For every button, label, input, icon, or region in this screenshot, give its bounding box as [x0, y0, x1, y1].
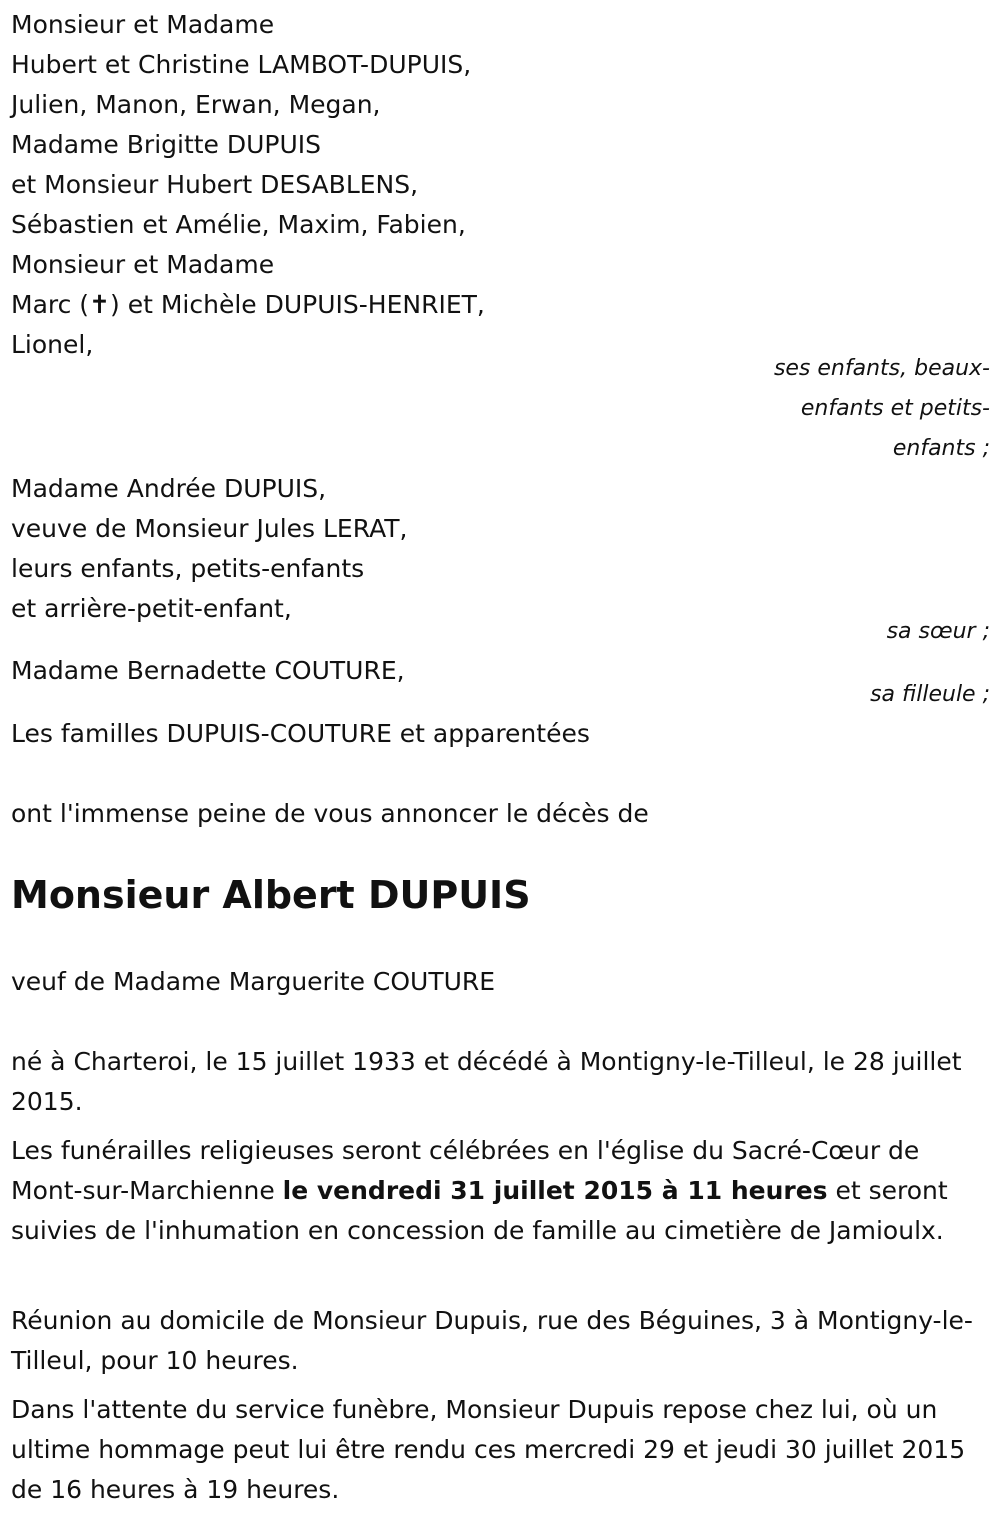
family-line: veuve de Monsieur Jules LERAT, [11, 514, 408, 543]
family-line: Sébastien et Amélie, Maxim, Fabien, [11, 210, 466, 239]
funeral-text-end: et seront suivies de l'inhumation en concession de famille au cimetière de Jamioulx. [11, 1176, 948, 1245]
family-line: Madame Bernadette COUTURE, [11, 656, 405, 685]
family-line: Les familles DUPUIS-COUTURE et apparentées [11, 719, 590, 748]
family-line: Lionel, [11, 330, 94, 359]
widower-of: veuf de Madame Marguerite COUTURE [11, 967, 496, 996]
relationship-label: enfants ; [892, 436, 990, 461]
family-line: Julien, Manon, Erwan, Megan, [11, 90, 381, 119]
family-line: et arrière-petit-enfant, [11, 594, 292, 623]
relationship-label: sa filleule ; [870, 682, 990, 707]
meeting-text: Réunion au domicile de Monsieur Dupuis, rue des Béguines, 3 à Montigny-le-Tilleul, pour 10 heures. [11, 1306, 973, 1375]
family-line: Madame Brigitte DUPUIS [11, 130, 322, 159]
family-line: Monsieur et Madame [11, 250, 275, 279]
family-line: Monsieur et Madame [11, 10, 275, 39]
funeral-text-start: Les funérailles religieuses seront célébrées en l'église du Sacré-Cœur de Mont-sur-Marchienne [11, 1136, 920, 1205]
family-line: Marc (✝) et Michèle DUPUIS-HENRIET, [11, 290, 485, 319]
announcement-text: ont l'immense peine de vous annoncer le décès de [11, 799, 649, 828]
family-line: Hubert et Christine LAMBOT-DUPUIS, [11, 50, 472, 79]
funeral-date: le vendredi 31 juillet 2015 à 11 heures [282, 1176, 828, 1205]
family-line: leurs enfants, petits-enfants [11, 554, 365, 583]
deceased-name: Monsieur Albert DUPUIS [11, 873, 531, 917]
visitation-text: Dans l'attente du service funèbre, Monsieur Dupuis repose chez lui, où un ultime hommage peut lui être rendu ces mercredi 29 et jeudi 30 juillet 2015 de 16 heures à 19 heures. [11, 1395, 966, 1504]
family-line: Madame Andrée DUPUIS, [11, 474, 327, 503]
birth-death-text: né à Charteroi, le 15 juillet 1933 et décédé à Montigny-le-Tilleul, le 28 juillet 2015. [11, 1047, 962, 1116]
relationship-label: ses enfants, beaux- [773, 356, 990, 381]
relationship-label: sa sœur ; [886, 619, 990, 644]
relationship-label: enfants et petits- [800, 396, 990, 421]
family-line: et Monsieur Hubert DESABLENS, [11, 170, 419, 199]
funeral-text [11, 1131, 986, 1251]
